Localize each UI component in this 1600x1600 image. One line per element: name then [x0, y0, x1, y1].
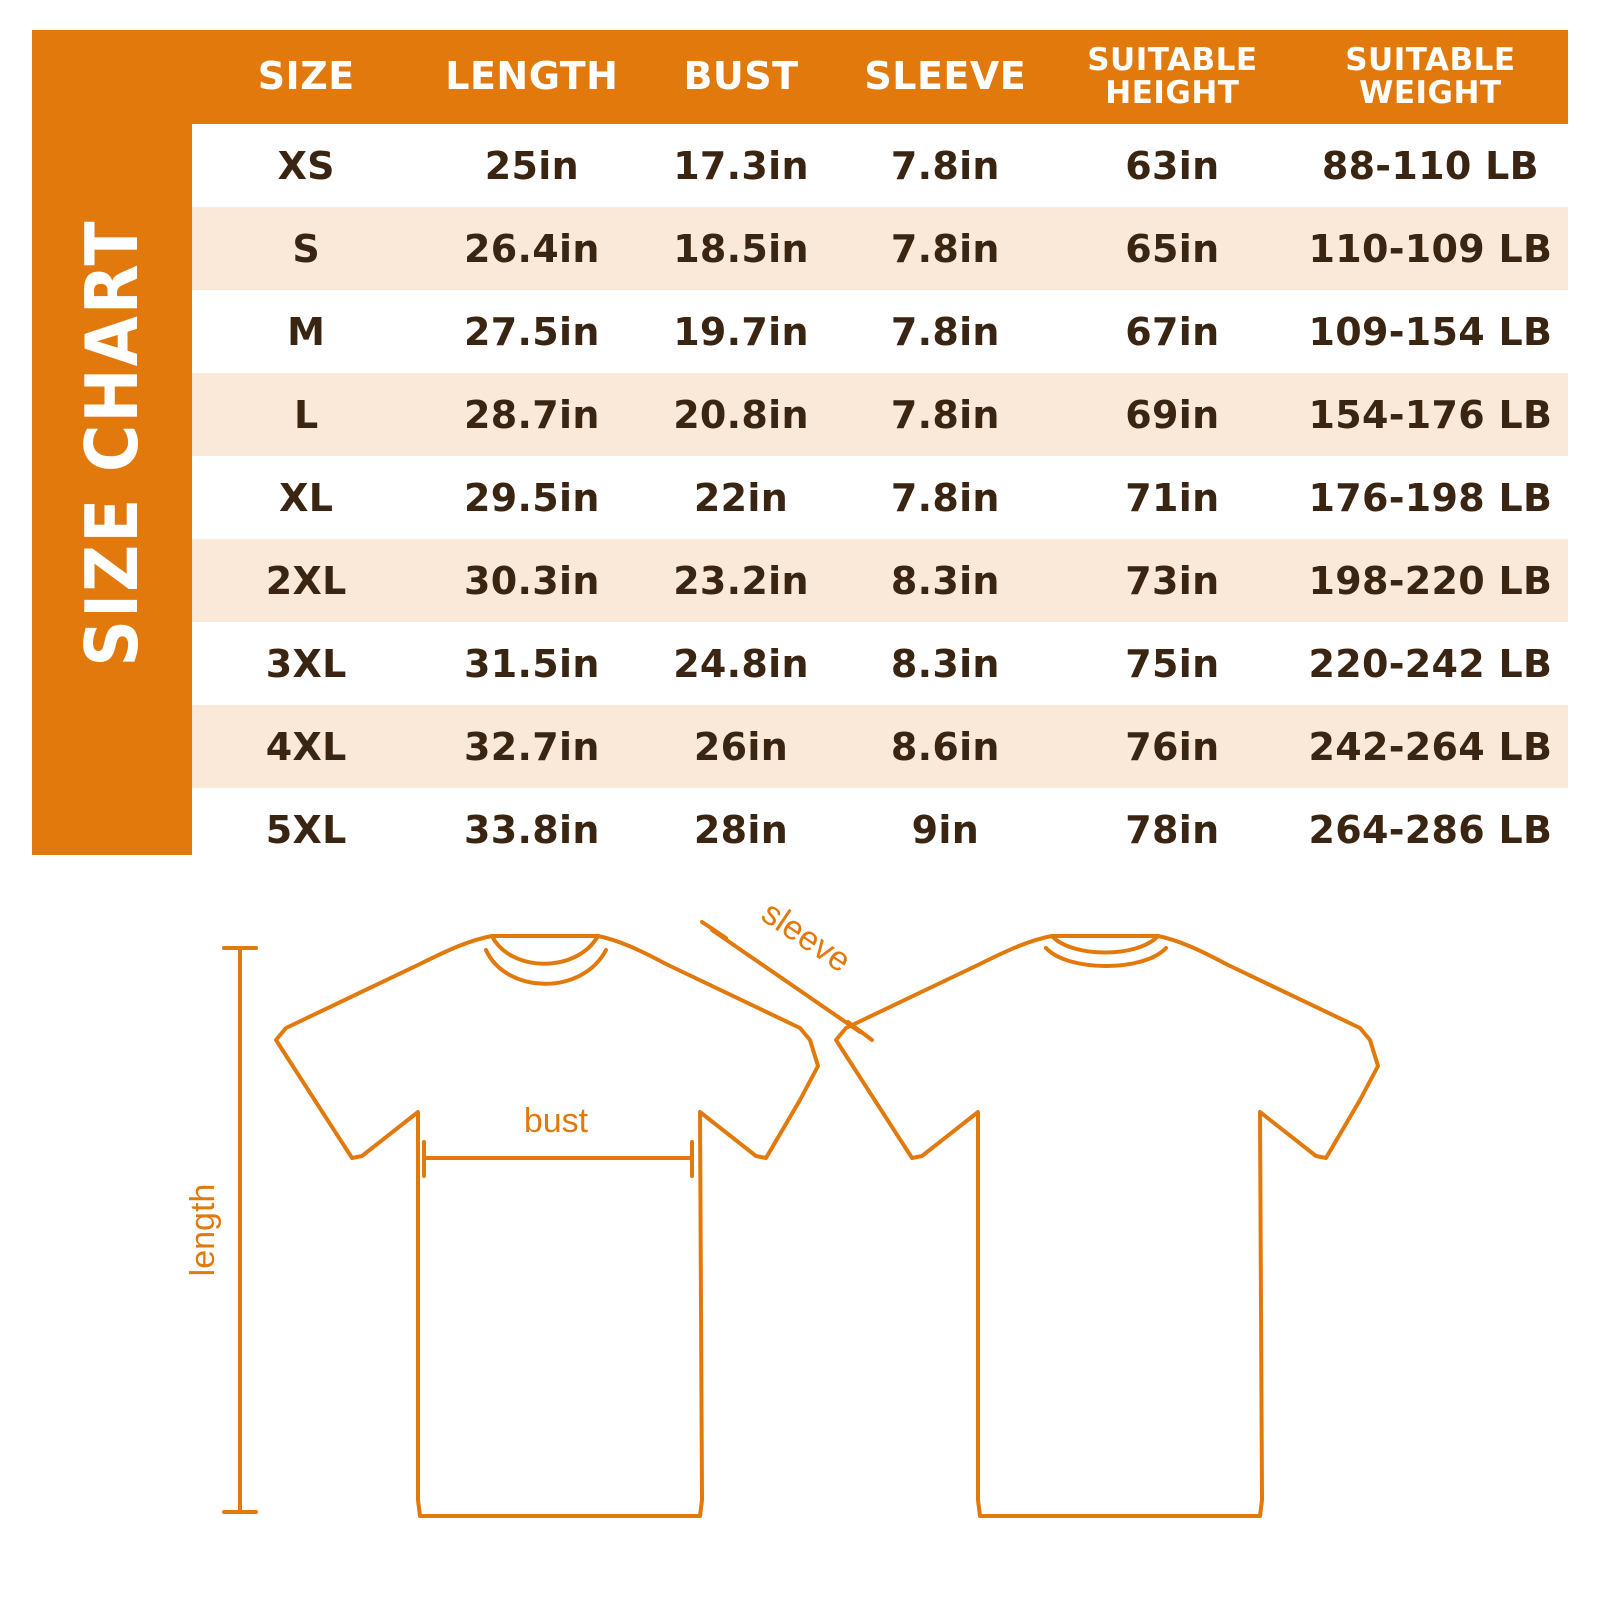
column-header-length-label: LENGTH	[445, 54, 619, 99]
tshirt-back-icon	[836, 936, 1378, 1516]
column-header-suitable-height-line1: SUITABLE	[1087, 42, 1258, 79]
column-header-bust-label: BUST	[683, 54, 799, 99]
cell-weight: 110-109 LB	[1293, 207, 1568, 290]
cell-length: 26.4in	[420, 207, 643, 290]
cell-weight: 176-198 LB	[1293, 456, 1568, 539]
cell-size: M	[192, 290, 420, 373]
cell-height: 63in	[1052, 124, 1293, 207]
table-row	[192, 705, 1568, 788]
cell-sleeve: 7.8in	[839, 456, 1052, 539]
measurement-diagram	[0, 880, 1600, 1580]
column-header-suitable-height-line2: HEIGHT	[1105, 75, 1240, 111]
cell-height: 65in	[1052, 207, 1293, 290]
cell-sleeve: 7.8in	[839, 124, 1052, 207]
cell-weight: 220-242 LB	[1293, 622, 1568, 705]
table-row	[192, 622, 1568, 705]
table-row	[192, 539, 1568, 622]
column-header-length	[420, 30, 643, 124]
cell-sleeve: 9in	[839, 788, 1052, 871]
column-header-suitable-weight	[1293, 30, 1568, 124]
cell-size: 4XL	[192, 705, 420, 788]
column-header-bust	[643, 30, 838, 124]
sleeve-label: sleeve	[754, 893, 858, 981]
cell-length: 31.5in	[420, 622, 643, 705]
table-row	[192, 456, 1568, 539]
column-header-size-label: SIZE	[257, 54, 355, 99]
cell-size: S	[192, 207, 420, 290]
cell-height: 75in	[1052, 622, 1293, 705]
cell-length: 30.3in	[420, 539, 643, 622]
length-label: length	[184, 1183, 222, 1277]
tshirt-front-icon	[276, 936, 818, 1516]
cell-length: 25in	[420, 124, 643, 207]
bust-label: bust	[523, 1102, 589, 1140]
cell-sleeve: 8.3in	[839, 622, 1052, 705]
cell-size: 3XL	[192, 622, 420, 705]
cell-size: 2XL	[192, 539, 420, 622]
size-table	[192, 30, 1568, 871]
cell-size: XL	[192, 456, 420, 539]
bust-measure-line	[424, 1142, 692, 1176]
size-table-wrapper	[192, 30, 1568, 855]
column-header-suitable-weight-line2: WEIGHT	[1359, 75, 1502, 111]
cell-height: 76in	[1052, 705, 1293, 788]
table-row	[192, 290, 1568, 373]
cell-length: 33.8in	[420, 788, 643, 871]
cell-length: 27.5in	[420, 290, 643, 373]
cell-sleeve: 8.6in	[839, 705, 1052, 788]
cell-length: 29.5in	[420, 456, 643, 539]
cell-size: L	[192, 373, 420, 456]
cell-bust: 23.2in	[643, 539, 838, 622]
cell-weight: 154-176 LB	[1293, 373, 1568, 456]
cell-height: 78in	[1052, 788, 1293, 871]
length-measure-line	[224, 948, 256, 1512]
table-row	[192, 207, 1568, 290]
column-header-size	[192, 30, 420, 124]
cell-height: 71in	[1052, 456, 1293, 539]
table-row	[192, 124, 1568, 207]
table-row	[192, 788, 1568, 871]
cell-bust: 20.8in	[643, 373, 838, 456]
table-row	[192, 373, 1568, 456]
cell-weight: 242-264 LB	[1293, 705, 1568, 788]
cell-sleeve: 8.3in	[839, 539, 1052, 622]
cell-bust: 19.7in	[643, 290, 838, 373]
cell-bust: 28in	[643, 788, 838, 871]
cell-weight: 198-220 LB	[1293, 539, 1568, 622]
cell-height: 73in	[1052, 539, 1293, 622]
cell-bust: 17.3in	[643, 124, 838, 207]
cell-size: 5XL	[192, 788, 420, 871]
cell-weight: 109-154 LB	[1293, 290, 1568, 373]
cell-bust: 18.5in	[643, 207, 838, 290]
table-header-row	[192, 30, 1568, 124]
cell-sleeve: 7.8in	[839, 207, 1052, 290]
cell-weight: 264-286 LB	[1293, 788, 1568, 871]
page-title: SIZE CHART	[70, 218, 154, 667]
cell-bust: 22in	[643, 456, 838, 539]
cell-sleeve: 7.8in	[839, 290, 1052, 373]
cell-bust: 24.8in	[643, 622, 838, 705]
cell-weight: 88-110 LB	[1293, 124, 1568, 207]
size-chart-side-title	[32, 30, 192, 855]
column-header-sleeve-label: SLEEVE	[864, 54, 1027, 99]
cell-sleeve: 7.8in	[839, 373, 1052, 456]
cell-length: 28.7in	[420, 373, 643, 456]
cell-size: XS	[192, 124, 420, 207]
cell-height: 67in	[1052, 290, 1293, 373]
column-header-sleeve	[839, 30, 1052, 124]
cell-length: 32.7in	[420, 705, 643, 788]
column-header-suitable-height	[1052, 30, 1293, 124]
cell-bust: 26in	[643, 705, 838, 788]
cell-height: 69in	[1052, 373, 1293, 456]
size-chart-panel	[32, 30, 1568, 855]
column-header-suitable-weight-line1: SUITABLE	[1345, 42, 1516, 79]
